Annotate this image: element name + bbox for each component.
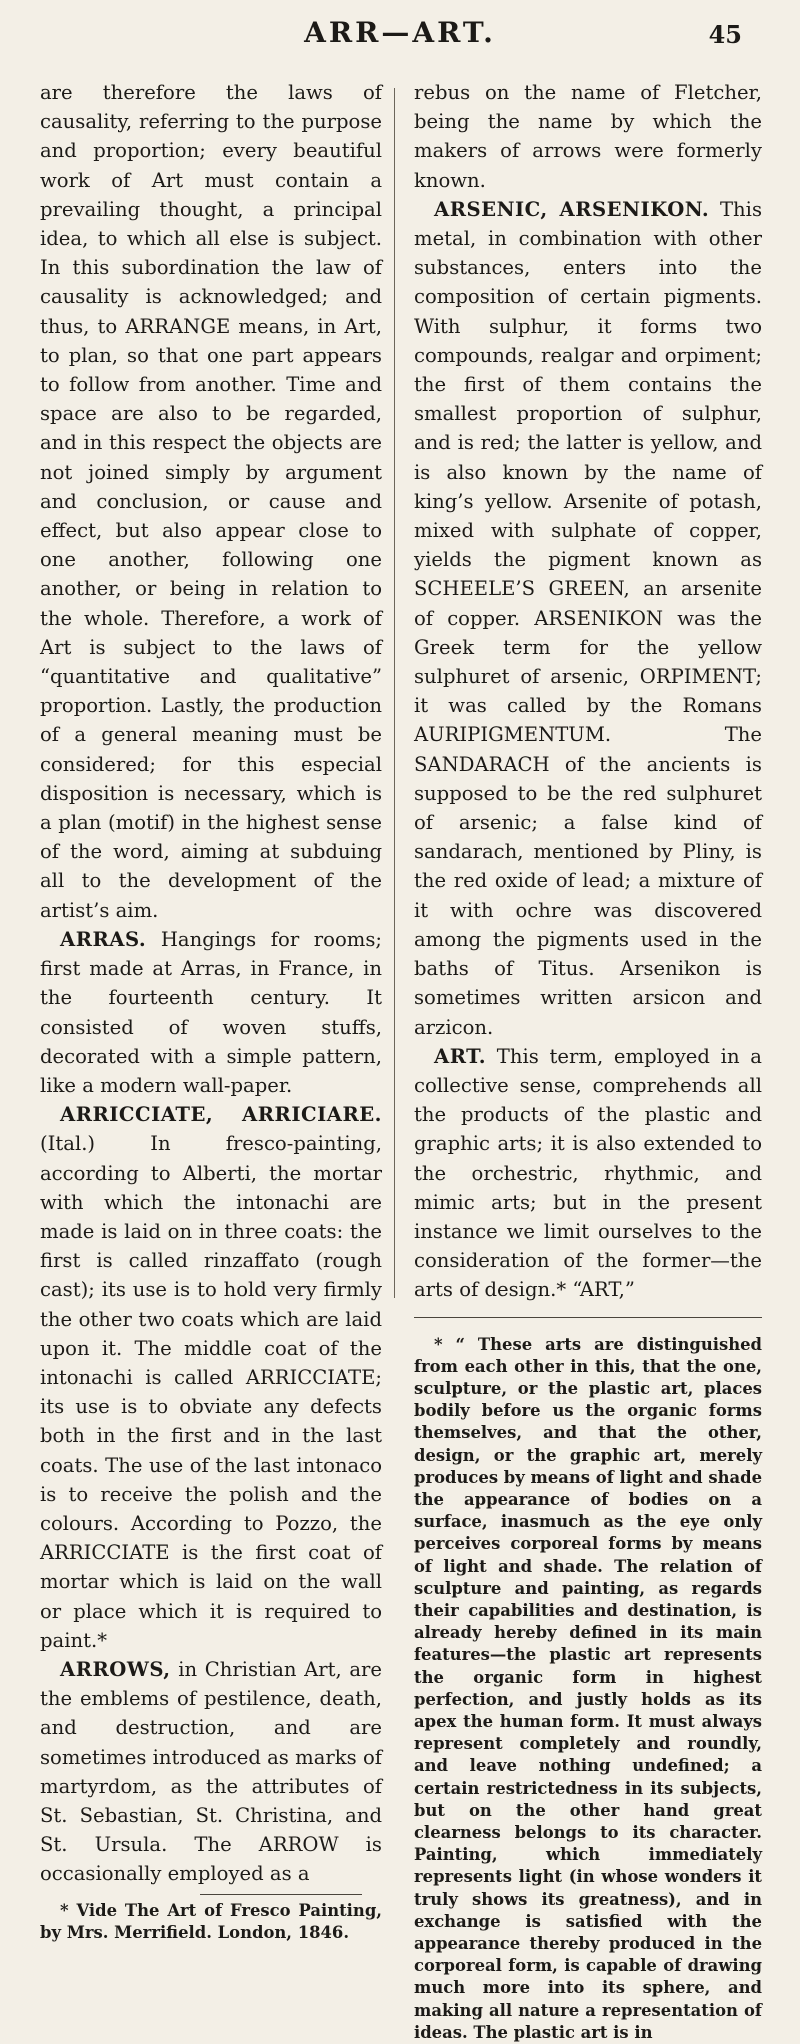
entry-text-arsenic: This metal, in combination with other substances, enters into the composition of certain pigments. With sulphur, it forms two compounds, realgar and orpiment; the first of them contains the smallest proportion of sulphur, and is red; the latter is yellow, and is also known by the name of king’s yellow. Arsenite of potash, mixed with sulphate of copper, yields the pigment known as SCHEELE’S GREEN, an arsenite of copper. ARSENIKON was the Greek term for the yellow sulphuret of arsenic, ORPIMENT; it was called by the Romans AURIPIGMENTUM. The SANDARACH of the ancients is supposed to be the red sulphuret of arsenic; a false kind of sandarach, mentioned by Pliny, is the red oxide of lead; a mixture of it with ochre was discovered among the pigments used in the baths of Titus. Arsenikon is sometimes written arsicon and arzicon. [414,197,762,1039]
paragraph-arrange-continued: are therefore the laws of causality, referring to the purpose and proportion; every beautiful work of Art must contain a prevailing thought, a principal idea, to which all else is subject. In this subordination the law of causality is acknowledged; and thus, to ARRANGE means, in Art, to plan, so that one part appears to follow from another. Time and space are also to be regarded, and in this respect the objects are not joined simply by argument and conclusion, or cause and effect, but also appear close to one another, following one another, or being in relation to the whole. Therefore, a work of Art is subject to the laws of “quantitative and qualitative” proportion. Lastly, the production of a general meaning must be considered; for this especial disposition is necessary, which is a plan (motif) in the highest sense of the word, aiming at subduing all to the development of the artist’s aim. [40,81,382,922]
running-title: ARR—ART. [304,16,496,49]
entry-text-arras: Hangings for rooms; first made at Arras, in France, in the fourteenth century. It consisted of woven stuffs, decorated with a simple pattern, like a modern wall-paper. [40,927,382,1097]
right-column [414,78,762,2042]
entry-arrows [40,1655,382,1889]
footnote-rule-right [414,1317,762,1318]
paragraph-arrows-continued: rebus on the name of Fletcher, being the name by which the makers of arrows were formerly known. [414,81,762,192]
entry-text-arricciate: (Ital.) In fresco-painting, according to Alberti, the mortar with which the intonachi are made is laid on in three coats: the first is called rinzaffato (rough cast); its use is to hold very firmly the other two coats which are laid upon it. The middle coat of the intonachi is called ARRICCIATE; its use is to obviate any defects both in the first and in the last coats. The use of the last intonaco is to receive the polish and the colours. According to Pozzo, the ARRICCIATE is the first coat of mortar which is laid on the wall or place which it is required to paint.* [40,1132,382,1652]
entry-arsenic [414,195,762,1042]
running-header [0,8,800,58]
entry-text-art: This term, employed in a collective sense, comprehends all the products of the plastic and graphic arts; it is also extended to the orchestric, rhythmic, and mimic arts; but in the present instance we limit ourselves to the consideration of the former—the arts of design.* “ART,” [414,1044,762,1302]
footnote-rule-left [200,1894,362,1895]
entry-arras [40,925,382,1100]
entry-term-arrows: ARROWS, [60,1657,171,1681]
entry-text-arrows: in Christian Art, are the emblems of pestilence, death, and destruction, and are sometimes introduced as marks of martyrdom, as the attributes of St. Sebastian, St. Christina, and St. Ursula. The ARROW is occasionally employed as a [40,1657,382,1886]
entry-term-arricciate: ARRICCIATE, ARRICIARE. [60,1103,382,1127]
entry-art [414,1042,762,1305]
footnote-right: * “ These arts are distinguished from each other in this, that the one, sculpture, or the plastic art, places bodily before us the organic forms themselves, and that the other, design, or the graphic art, merely produces by means of light and shade the appearance of bodies on a surface, inasmuch as the eye only perceives corporeal forms by means of light and shade. The relation of sculpture and painting, as regards their capabilities and destination, is already hereby defined in its main features—the plastic art represents the organic form in highest perfection, and justly holds as its apex the human form. It must always represent completely and roundly, and leave nothing undefined; a certain restrictedness in its subjects, but on the other hand great clearness belongs to its character. Painting, which immediately represents light (in whose wonders it truly shows its greatness), and in exchange is satisfied with the appearance thereby produced in the corporeal form, is capable of drawing much more into its sphere, and making all nature a representation of ideas. The plastic art is in [414,1334,762,2042]
left-column [40,78,382,1942]
entry-term-arras: ARRAS. [60,927,147,951]
entry-term-art: ART. [434,1044,487,1068]
page-number: 45 [708,20,742,49]
column-divider [394,88,395,1298]
entry-term-arsenic: ARSENIC, ARSENIKON. [434,197,710,221]
footnote-left: * Vide The Art of Fresco Painting, by Mrs. Merrifield. London, 1846. [40,1900,382,1942]
entry-arricciate [40,1100,382,1655]
